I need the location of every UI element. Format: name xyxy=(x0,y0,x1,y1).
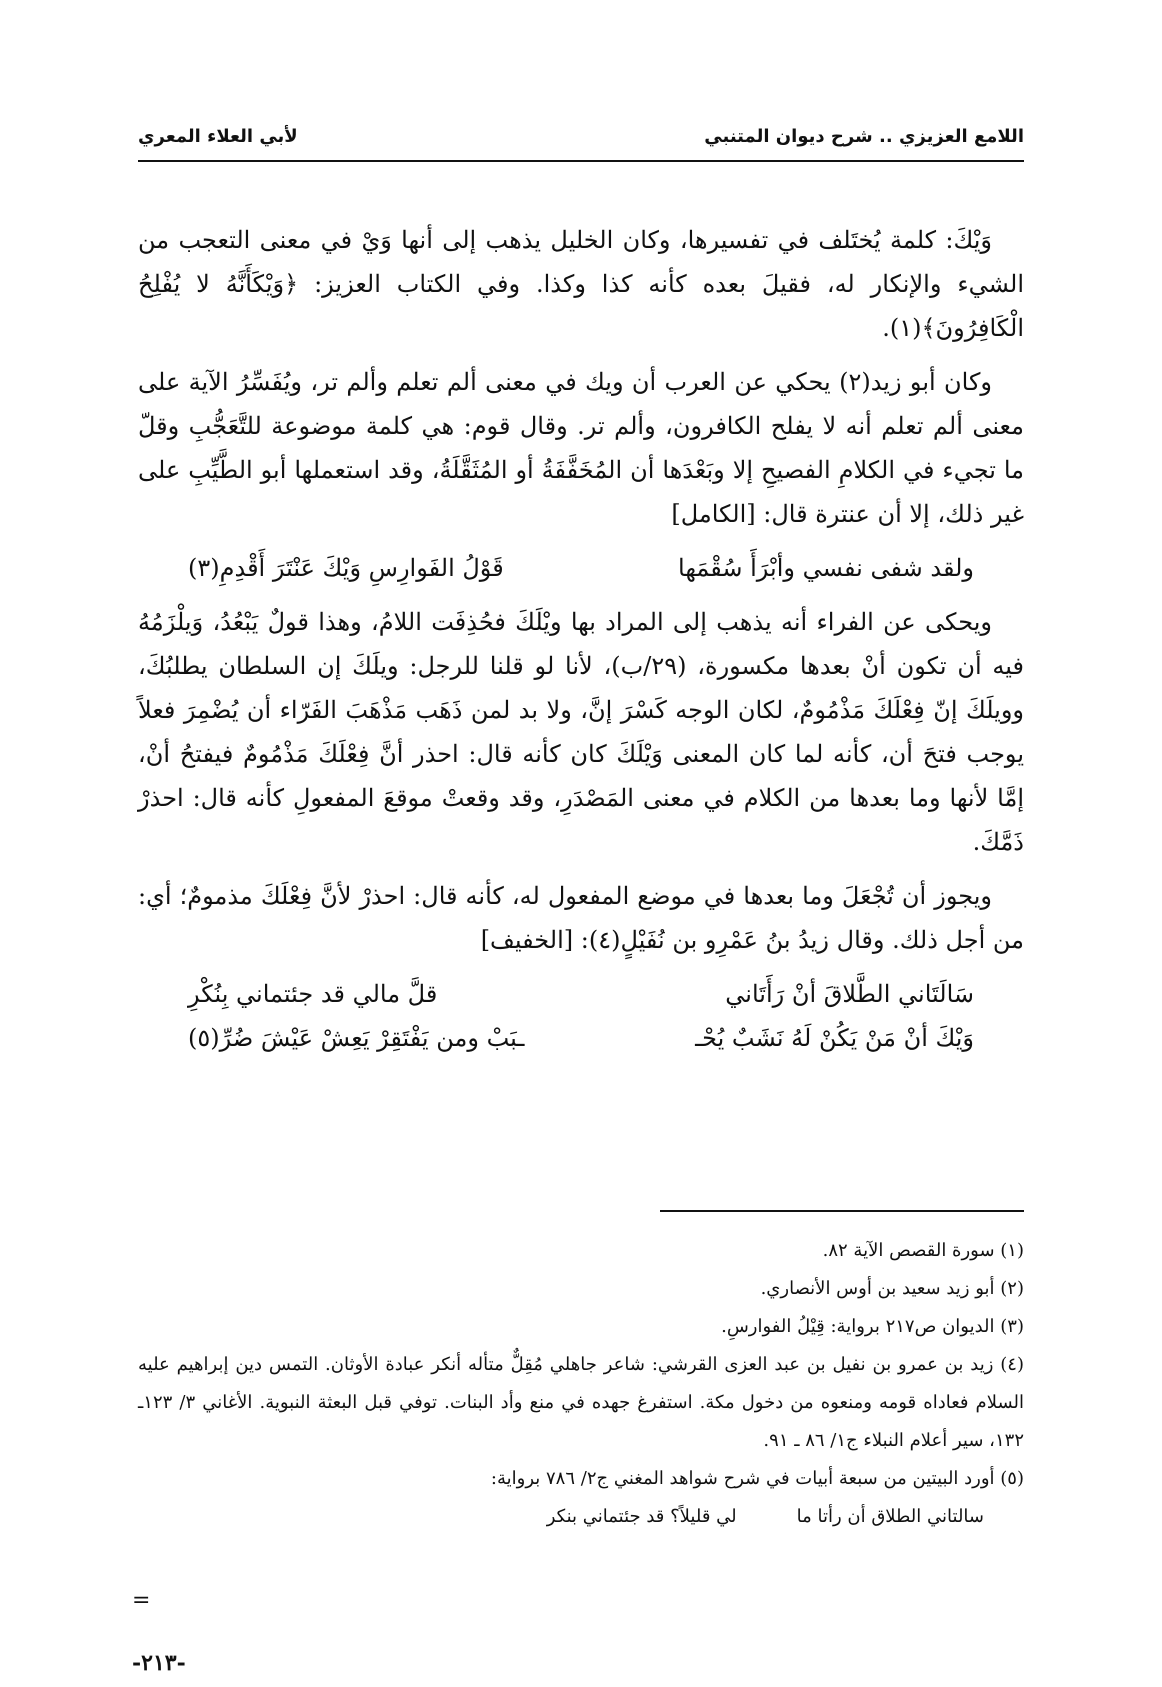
paragraph-3: ويحكى عن الفراء أنه يذهب إلى المراد بها ويْلَكَ فحُذِفَت اللامُ، وهذا قولٌ يَبْعُدُ، وَيلْزَمُهُ فيه أن تكون أنْ بعدها مكسورة، (٢٩/ب)، لأنا لو قلنا للرجل: ويلَكَ إن السلطان يطلبُكَ، وويلَكَ إنّ فِعْلَكَ مَذْمُومٌ، لكان الوجه كَسْرَ إنَّ، ولا بد لمن ذَهَب مَذْهَبَ الفَرّاء أن يُضْمِرَ فعلاً يوجب فتحَ أن، كأنه لما كان المعنى وَيْلَكَ كان كأنه قال: احذر أنَّ فِعْلَكَ مَذْمُومٌ فيفتحُ أنْ، إمَّا لأنها وما بعدها من الكلام في معنى المَصْدَرِ، وقد وقعتْ موقعَ المفعولِ كأنه قال: احذرْ ذَمَّكَ. xyxy=(138,608,1024,856)
footnote-3: (٣) الديوان ص٢١٧ برواية: قِيْلُ الفوارسِ. xyxy=(721,1316,1024,1337)
book-title: اللامع العزيزي .. شرح ديوان المتنبي xyxy=(704,126,1024,147)
verse-hemistich-right: ولقد شفى نفسي وأبْرَأَ سُقْمَها xyxy=(678,554,974,582)
page-number: -٢١٣- xyxy=(132,1650,186,1676)
verse-hemistich-left: ـبَبْ ومن يَفْتَقِرْ يَعِشْ عَيْشَ ضُرِّ(٥) xyxy=(188,1024,525,1052)
main-text xyxy=(138,218,1024,1060)
verse-hemistich-right: سَالَتَاني الطَّلاقَ أنْ رَأَتَاني xyxy=(725,980,974,1008)
paragraph-1: وَيْكَ: كلمة يُختَلف في تفسيرها، وكان الخليل يذهب إلى أنها وَيْ في معنى التعجب من الشيء والإنكار له، فقيلَ بعده كأنه كذا وكذا. وفي الكتاب العزيز: ﴿وَيْكَأَنَّهُ لا يُفْلِحُ الْكَافِرُونَ﴾(١). xyxy=(138,226,1024,342)
paragraph-2: وكان أبو زيد(٢) يحكي عن العرب أن ويك في معنى ألم تعلم وألم تر، ويُفَسِّرُ الآية على معنى ألم تعلم أنه لا يفلح الكافرون، وألم تر. وقال قوم: هي كلمة موضوعة للتَّعَجُّبِ وقلّ ما تجيء في الكلامِ الفصيحِ إلا وبَعْدَها أن المُخَفَّفَةُ أو المُثَقَّلَةُ، وقد استعملها أبو الطَّيِّبِ على غير ذلك، إلا أن عنترة قال: [الكامل] xyxy=(138,368,1024,528)
verse-hemistich-left: قَوْلُ الفَوارِسِ وَيْكَ عَنْتَرَ أَقْدِمِ(٣) xyxy=(188,554,504,582)
footnote-2: (٢) أبو زيد سعيد بن أوس الأنصاري. xyxy=(760,1278,1024,1299)
verse-antara xyxy=(138,546,1024,590)
verse-zayd-2 xyxy=(138,1016,1024,1060)
footnote-verse xyxy=(138,1498,1024,1536)
footnote-1: (١) سورة القصص الآية ٨٢. xyxy=(822,1240,1024,1261)
footnote-4: (٤) زيد بن عمرو بن نفيل بن عبد العزى القرشي: شاعر جاهلي مُقِلٌّ متأله أنكر عبادة الأوثان. التمس دين إبراهيم عليه السلام فعاداه قومه ومنعوه من دخول مكة. استفرغ جهده في منع وأد البنات. توفي قبل البعثة النبوية. الأغاني ٣/ ١٢٣ـ ١٣٢، سير أعلام النبلاء ج١/ ٨٦ ـ ٩١. xyxy=(138,1354,1024,1451)
footnote-verse-right: سالتاني الطلاق أن رأتا ما xyxy=(796,1506,984,1527)
verse-hemistich-right: وَيْكَ أنْ مَنْ يَكُنْ لَهُ نَشَبٌ يُحْـ xyxy=(695,1024,974,1052)
author-name: لأبي العلاء المعري xyxy=(138,126,298,147)
footnote-5: (٥) أورد البيتين من سبعة أبيات في شرح شواهد المغني ج٢/ ٧٨٦ برواية: xyxy=(490,1468,1024,1489)
footnotes xyxy=(138,1232,1024,1536)
footnote-verse-left: لي قليلاً؟ قد جئتماني بنكر xyxy=(546,1506,737,1527)
continued-mark: = xyxy=(132,1588,151,1613)
header-rule xyxy=(138,160,1024,162)
footnote-rule xyxy=(660,1210,1024,1212)
verse-zayd-1 xyxy=(138,972,1024,1016)
verse-hemistich-left: قلَّ مالي قد جئتماني بِنُكْرِ xyxy=(188,980,438,1008)
running-head xyxy=(138,126,1024,147)
paragraph-4: ويجوز أن تُجْعَلَ وما بعدها في موضع المفعول له، كأنه قال: احذرْ لأنَّ فِعْلَكَ مذمومٌ؛ أي: من أجل ذلك. وقال زيدُ بنُ عَمْرِو بن نُفَيْلٍ(٤): [الخفيف] xyxy=(138,882,1024,954)
